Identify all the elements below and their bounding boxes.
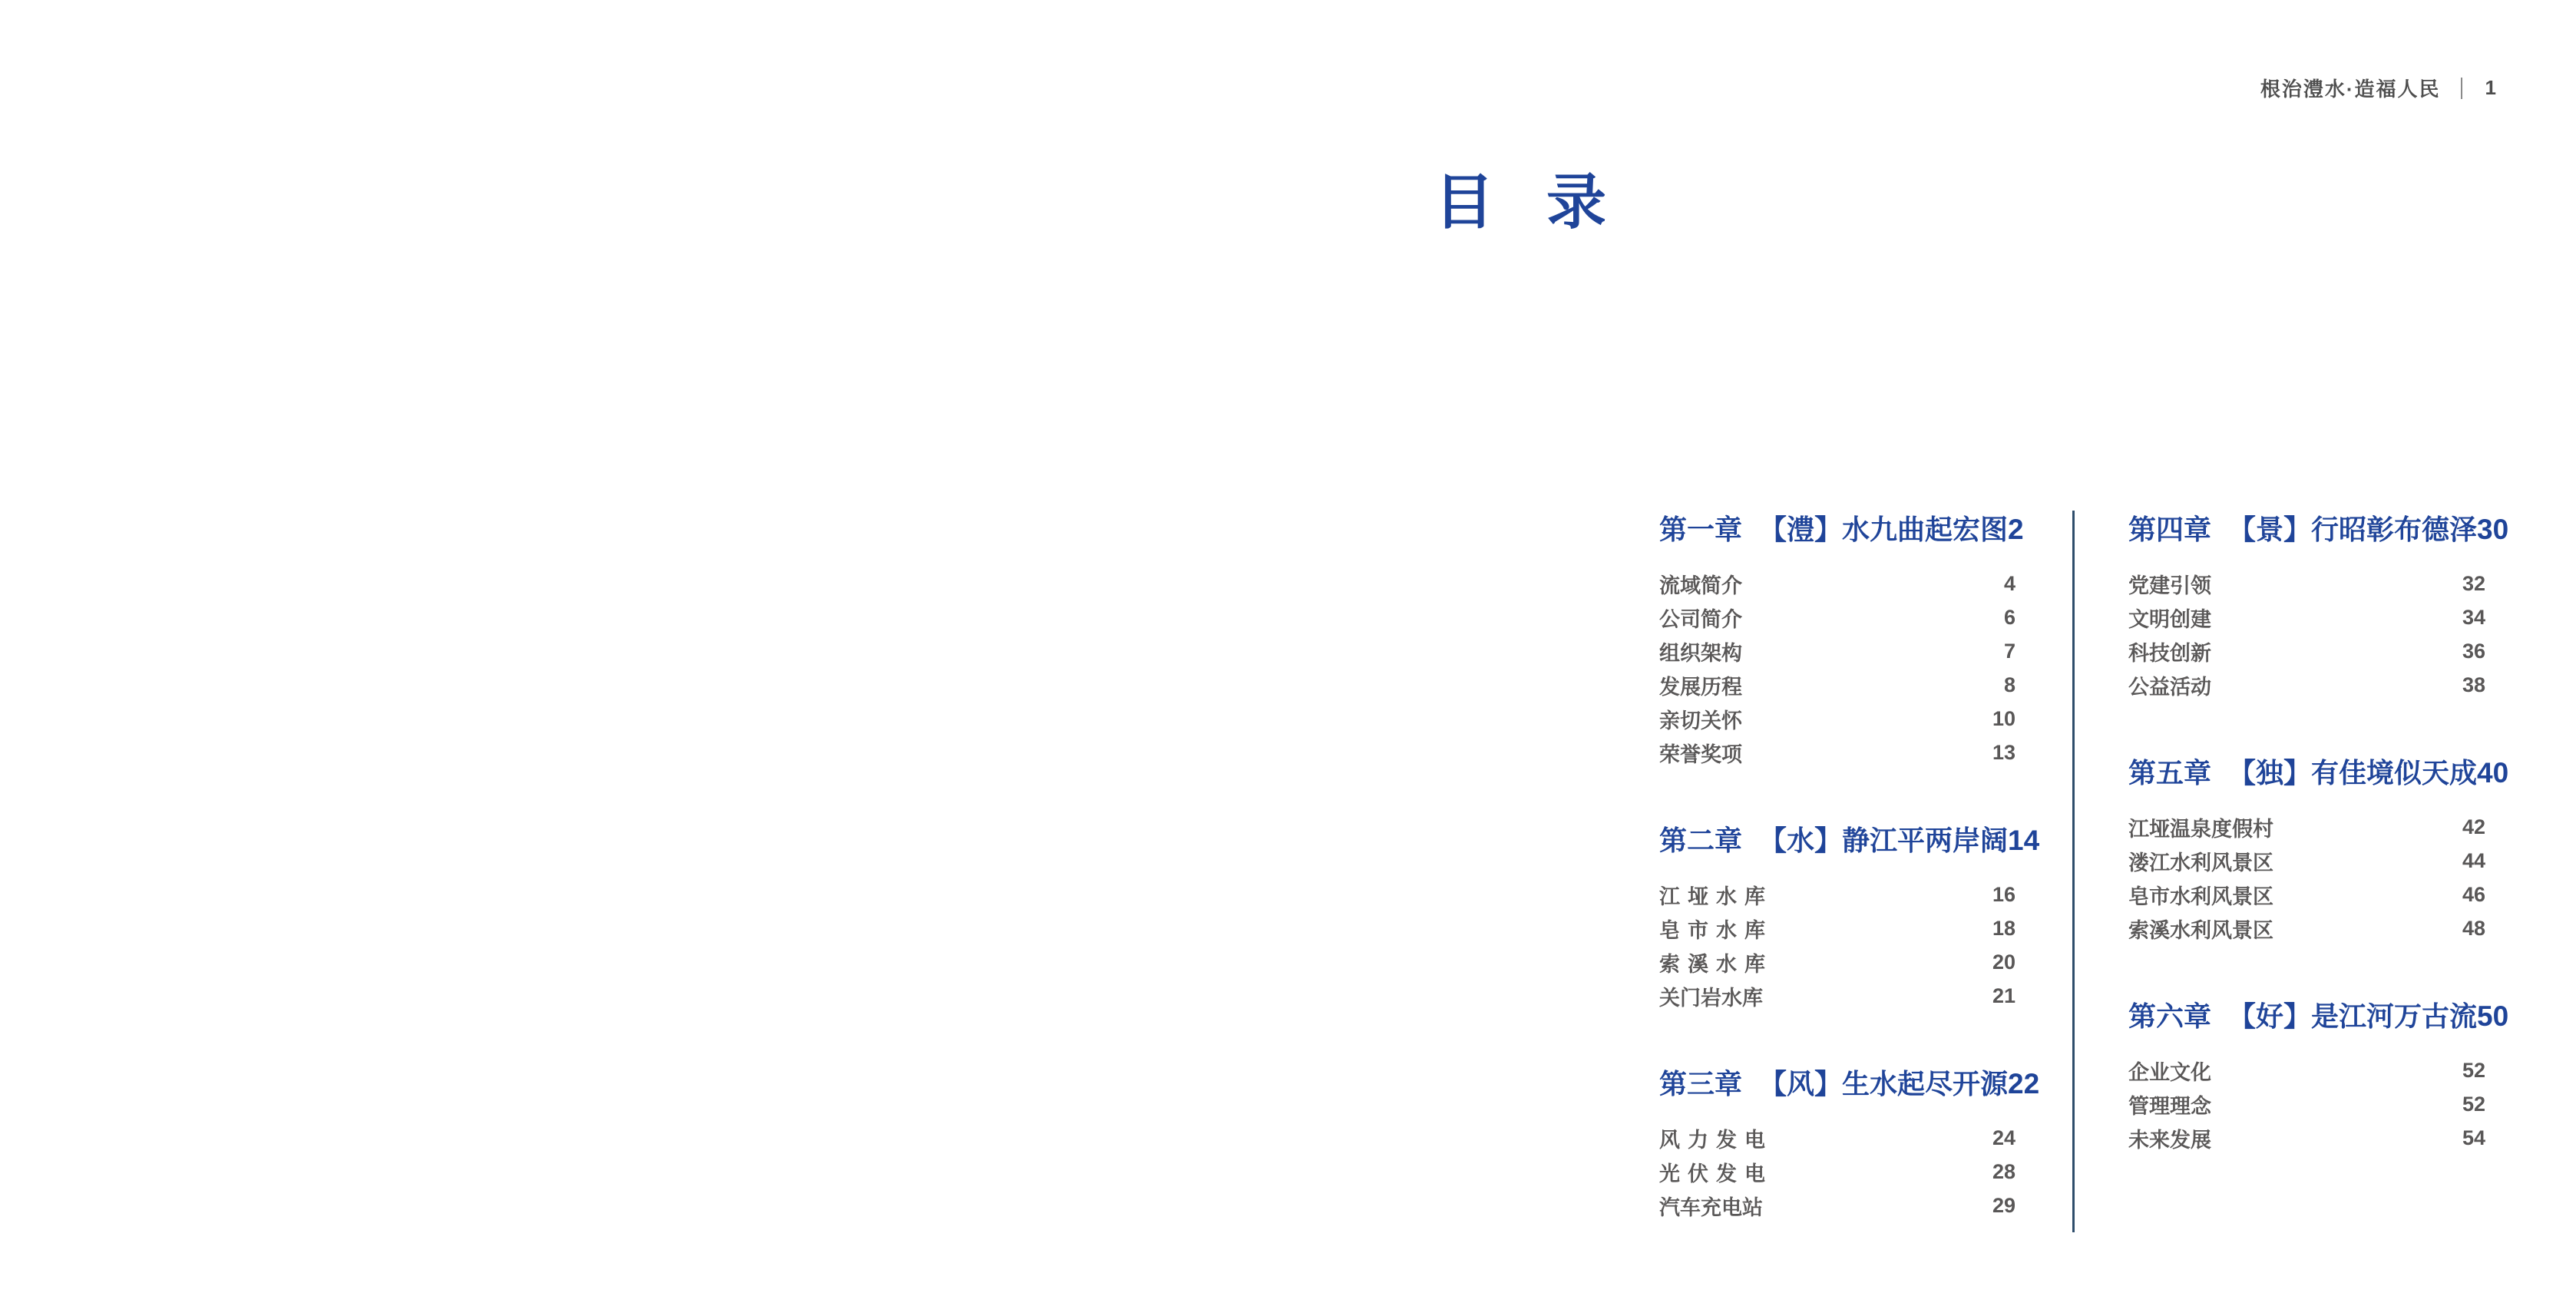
item-title: 组织架构 [1659,641,1742,665]
item-page-number: 46 [2462,882,2485,906]
toc-item[interactable] [1659,878,2015,911]
item-title: 公司简介 [1659,607,1742,631]
item-page-number: 29 [1992,1193,2015,1217]
chapter-title: 【好】是江河万古流 [2228,1000,2478,1032]
toc-item[interactable] [1659,1155,2015,1189]
chapter-label: 第五章 [2128,757,2212,789]
item-page-number: 42 [2462,815,2485,838]
chapter-page-number: 50 [2477,1000,2509,1032]
toc-section-chapter-2 [1659,823,2040,1013]
item-title: 汽车充电站 [1659,1195,1763,1219]
chapter-4-heading[interactable] [2128,512,2509,547]
toc-item[interactable] [2128,810,2485,844]
item-title: 皂市水库 [1659,918,1765,942]
chapter-title: 【独】有佳境似天成 [2228,757,2478,789]
chapter-page-number: 40 [2477,757,2509,789]
toc-item[interactable] [1659,1189,2015,1222]
chapter-page-number: 22 [2008,1068,2040,1099]
chapter-2-items [1659,878,2015,1013]
toc-section-chapter-3 [1659,1066,2040,1222]
chapter-1-heading[interactable] [1659,512,2024,547]
chapter-title: 【风】生水起尽开源 [1759,1068,2009,1099]
item-page-number: 4 [2003,571,2015,595]
toc-item[interactable] [2128,878,2485,911]
item-page-number: 54 [2462,1126,2485,1149]
toc-item[interactable] [2128,600,2485,634]
chapter-6-heading[interactable] [2128,999,2509,1033]
toc-section-chapter-6 [2128,999,2509,1155]
header-separator-line [2461,78,2462,99]
item-title: 发展历程 [1659,675,1742,699]
item-title: 风力发电 [1659,1128,1765,1152]
page-title [1434,168,1607,236]
chapter-page-number: 2 [2008,514,2024,545]
item-title: 溇江水利风景区 [2128,851,2273,875]
toc-item[interactable] [2128,911,2485,945]
toc-item[interactable] [1659,668,2015,702]
chapter-page-number: 14 [2008,825,2040,856]
chapter-title: 【澧】水九曲起宏图 [1759,514,2009,545]
chapter-6-items [2128,1053,2485,1155]
item-page-number: 52 [2462,1092,2485,1116]
item-title: 公益活动 [2128,675,2211,699]
toc-item[interactable] [1659,736,2015,769]
item-title: 未来发展 [2128,1128,2211,1152]
chapter-title: 【景】行昭彰布德泽 [2228,514,2478,545]
item-page-number: 52 [2462,1058,2485,1082]
item-title: 流域简介 [1659,574,1742,597]
page-header [2260,74,2496,102]
toc-item[interactable] [1659,567,2015,600]
item-title: 关门岩水库 [1659,986,1763,1010]
toc-item[interactable] [2128,1087,2485,1121]
toc-item[interactable] [2128,844,2485,878]
item-page-number: 13 [1992,740,2015,764]
item-title: 党建引领 [2128,574,2211,597]
item-title: 皂市水利风景区 [2128,884,2273,908]
item-page-number: 16 [1992,882,2015,906]
toc-section-chapter-1 [1659,512,2024,769]
header-slogan: 根治澧水·造福人民 [2260,78,2441,101]
item-title: 亲切关怀 [1659,709,1742,732]
toc-item[interactable] [1659,1121,2015,1155]
chapter-3-heading[interactable] [1659,1066,2040,1101]
chapter-label: 第一章 [1659,514,1743,545]
toc-item[interactable] [1659,634,2015,668]
item-page-number: 28 [1992,1159,2015,1183]
chapter-title: 【水】静江平两岸阔 [1759,825,2009,856]
item-page-number: 6 [2003,605,2015,629]
chapter-2-heading[interactable] [1659,823,2040,858]
item-page-number: 34 [2462,605,2485,629]
item-page-number: 8 [2003,673,2015,696]
item-page-number: 20 [1992,950,2015,974]
item-title: 江垭水库 [1659,884,1765,908]
toc-item[interactable] [1659,911,2015,945]
toc-item[interactable] [1659,702,2015,736]
item-page-number: 7 [2003,639,2015,663]
chapter-3-items [1659,1121,2015,1222]
item-title: 荣誉奖项 [1659,742,1742,766]
item-page-number: 21 [1992,984,2015,1007]
toc-item[interactable] [1659,979,2015,1013]
header-page-number: 1 [2485,76,2496,99]
item-page-number: 44 [2462,848,2485,872]
toc-item[interactable] [2128,668,2485,702]
toc-item[interactable] [2128,1121,2485,1155]
chapter-page-number: 30 [2477,514,2509,545]
chapter-5-items [2128,810,2485,945]
toc-item[interactable] [2128,634,2485,668]
item-page-number: 18 [1992,916,2015,940]
chapter-label: 第四章 [2128,514,2212,545]
chapter-5-heading[interactable] [2128,755,2509,790]
toc-column-right [2128,512,2509,1208]
item-page-number: 38 [2462,673,2485,696]
chapter-1-items [1659,567,2015,769]
toc-item[interactable] [2128,567,2485,600]
toc-item[interactable] [1659,600,2015,634]
item-page-number: 32 [2462,571,2485,595]
item-title: 索溪水利风景区 [2128,918,2273,942]
toc-item[interactable] [2128,1053,2485,1087]
chapter-4-items [2128,567,2485,702]
toc-item[interactable] [1659,945,2015,979]
toc-section-chapter-5 [2128,755,2509,945]
item-title: 企业文化 [2128,1060,2211,1084]
item-page-number: 24 [1992,1126,2015,1149]
page-title-char-2: 录 [1546,168,1607,236]
item-page-number: 48 [2462,916,2485,940]
chapter-label: 第六章 [2128,1000,2212,1032]
item-title: 光伏发电 [1659,1162,1765,1185]
page-title-char-1: 目 [1434,168,1495,236]
item-title: 索溪水库 [1659,952,1765,976]
toc-section-chapter-4 [2128,512,2509,702]
item-page-number: 10 [1992,706,2015,730]
item-title: 文明创建 [2128,607,2211,631]
toc-column-left [1659,512,2040,1276]
chapter-label: 第三章 [1659,1068,1743,1099]
item-title: 江垭温泉度假村 [2128,817,2273,841]
item-page-number: 36 [2462,639,2485,663]
item-title: 管理理念 [2128,1094,2211,1118]
item-title: 科技创新 [2128,641,2211,665]
chapter-label: 第二章 [1659,825,1743,856]
column-divider-line [2072,511,2075,1232]
